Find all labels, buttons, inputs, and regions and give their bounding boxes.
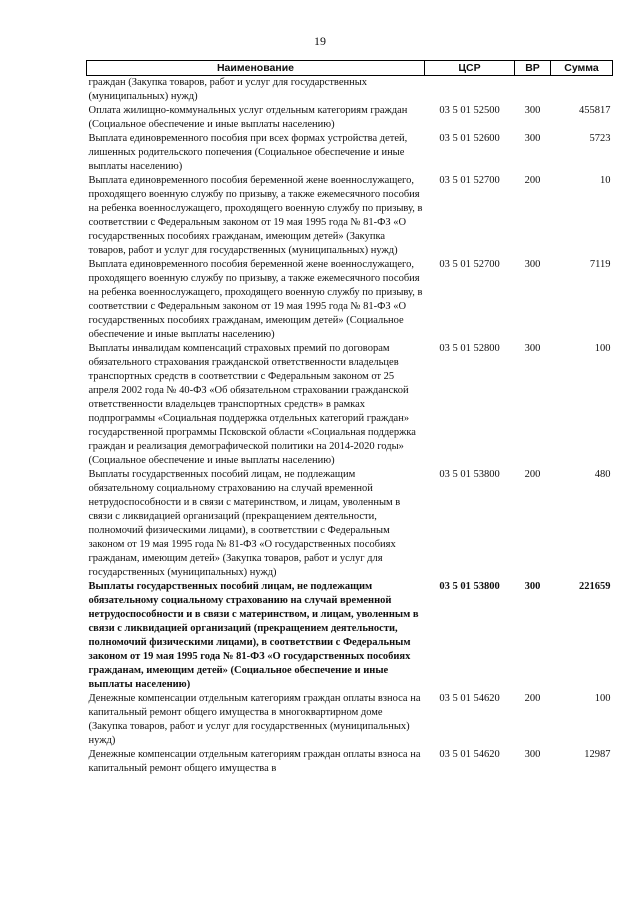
row-name-cell: Денежные компенсации отдельным категориям граждан оплаты взноса на капитальный ремонт общего имущества в многоквартирном доме (Закупка товаров, работ и услуг для государственных (муниципальных) нужд) [88,693,421,746]
row-name-cell: Выплаты государственных пособий лицам, не подлежащим обязательному социальному страхованию на случай временной нетрудоспособности и в связи с материнством, и лицам, уволенным в связи с ликвидацией организаций (прекращением деятельности, полномочий физическими лицами), в соответствии с Федеральным законом от 19 мая 1995 года № 81-ФЗ «О государственных пособиях гражданам, имеющим детей» (Социальное обеспечение и иные выплаты населению) [88,581,419,690]
row-vr-cell: 200 [524,693,541,704]
table-row [87,580,613,692]
row-csr-cell: 03 5 01 54620 [439,749,500,760]
row-csr-cell: 03 5 01 52700 [439,175,500,186]
header-sum: Сумма [551,61,613,76]
row-sum-cell: 12987 [584,749,611,760]
table-row [87,258,613,342]
row-vr-cell: 300 [524,133,541,144]
table-row [87,342,613,468]
row-sum-cell: 10 [600,175,611,186]
row-csr-cell: 03 5 01 52800 [439,343,500,354]
row-vr-cell: 300 [524,581,541,592]
row-name-cell: Выплаты инвалидам компенсаций страховых премий по договорам обязательного страхования гражданской ответственности владельцев транспортных средств в соответствии с Федеральным законом от 25 апреля 2002 года № 40-ФЗ «Об обязательном страховании гражданской ответственности владельцев транспортных средств» в рамках подпрограммы «Социальная поддержка отдельных категорий граждан» государственной программы Псковской области «Социальная поддержка граждан и реализация демографической политики на 2014-2020 годы» (Социальное обеспечение и иные выплаты населению) [88,343,416,466]
row-name-cell: Выплата единовременного пособия беременной жене военнослужащего, проходящего военную службу по призыву, а также ежемесячного пособия на ребенка военнослужащего, проходящего военную службу по призыву, в соответствии с Федеральным законом от 19 мая 1995 года № 81-ФЗ «О государственных пособиях гражданам, имеющим детей» (Социальное обеспечение и иные выплаты населению) [88,259,423,340]
row-csr-cell: 03 5 01 53800 [439,469,500,480]
row-name-cell: Денежные компенсации отдельным категориям граждан оплаты взноса на капитальный ремонт общего имущества в [88,749,421,774]
row-vr-cell [515,76,551,105]
row-csr-cell: 03 5 01 53800 [439,581,500,592]
row-csr-cell: 03 5 01 54620 [439,693,500,704]
row-vr-cell: 300 [524,749,541,760]
row-sum-cell: 7119 [589,259,611,270]
row-vr-cell: 200 [524,469,541,480]
table-row [87,174,613,258]
row-name-cell: Выплаты государственных пособий лицам, не подлежащим обязательному социальному страхованию на случай временной нетрудоспособности и в связи с материнством, и лицам, уволенным в связи с ликвидацией организаций (прекращением деятельности, полномочий физическими лицами), в соответствии с Федеральным законом от 19 мая 1995 года № 81-ФЗ «О государственных пособиях гражданам, имеющим детей» (Закупка товаров, работ и услуг для государственных (муниципальных) нужд) [88,469,401,578]
table-header-row [87,61,613,76]
row-name-cell: Оплата жилищно-коммунальных услуг отдельным категориям граждан (Социальное обеспечение и иные выплаты населению) [88,105,408,130]
row-csr-cell: 03 5 01 52600 [439,133,500,144]
header-csr: ЦСР [425,61,515,76]
row-vr-cell: 300 [524,343,541,354]
table-row [87,692,613,748]
row-vr-cell: 300 [524,259,541,270]
row-csr-cell: 03 5 01 52700 [439,259,500,270]
page-number: 19 [314,34,326,48]
row-sum-cell: 5723 [589,133,611,144]
header-vr: ВР [515,61,551,76]
row-csr-cell: 03 5 01 52500 [439,105,500,116]
row-sum-cell: 100 [594,693,611,704]
row-name-cell: Выплата единовременного пособия беременной жене военнослужащего, проходящего военную службу по призыву, а также ежемесячного пособия на ребенка военнослужащего, проходящего военную службу по призыву, в соответствии с Федеральным законом от 19 мая 1995 года № 81-ФЗ «О государственных пособиях гражданам, имеющим детей» (Закупка товаров, работ и услуг для государственных (муниципальных) нужд) [88,175,423,256]
row-vr-cell: 300 [524,105,541,116]
table-row [87,748,613,776]
row-vr-cell: 200 [524,175,541,186]
row-name-cell: граждан (Закупка товаров, работ и услуг для государственных (муниципальных) нужд) [88,77,368,102]
table-row [87,76,613,105]
table-row [87,468,613,580]
header-name: Наименование [87,61,425,76]
row-name-cell: Выплата единовременного пособия при всех формах устройства детей, лишенных родительского попечения (Социальное обеспечение и иные выплаты населению) [88,133,408,172]
row-csr-cell [425,76,515,105]
table-body [87,76,613,777]
table-row [87,104,613,132]
row-sum-cell [551,76,613,105]
row-sum-cell: 455817 [579,105,611,116]
budget-table [86,60,613,776]
row-sum-cell: 100 [594,343,611,354]
table-row [87,132,613,174]
row-sum-cell: 221659 [579,581,611,592]
row-sum-cell: 480 [594,469,611,480]
